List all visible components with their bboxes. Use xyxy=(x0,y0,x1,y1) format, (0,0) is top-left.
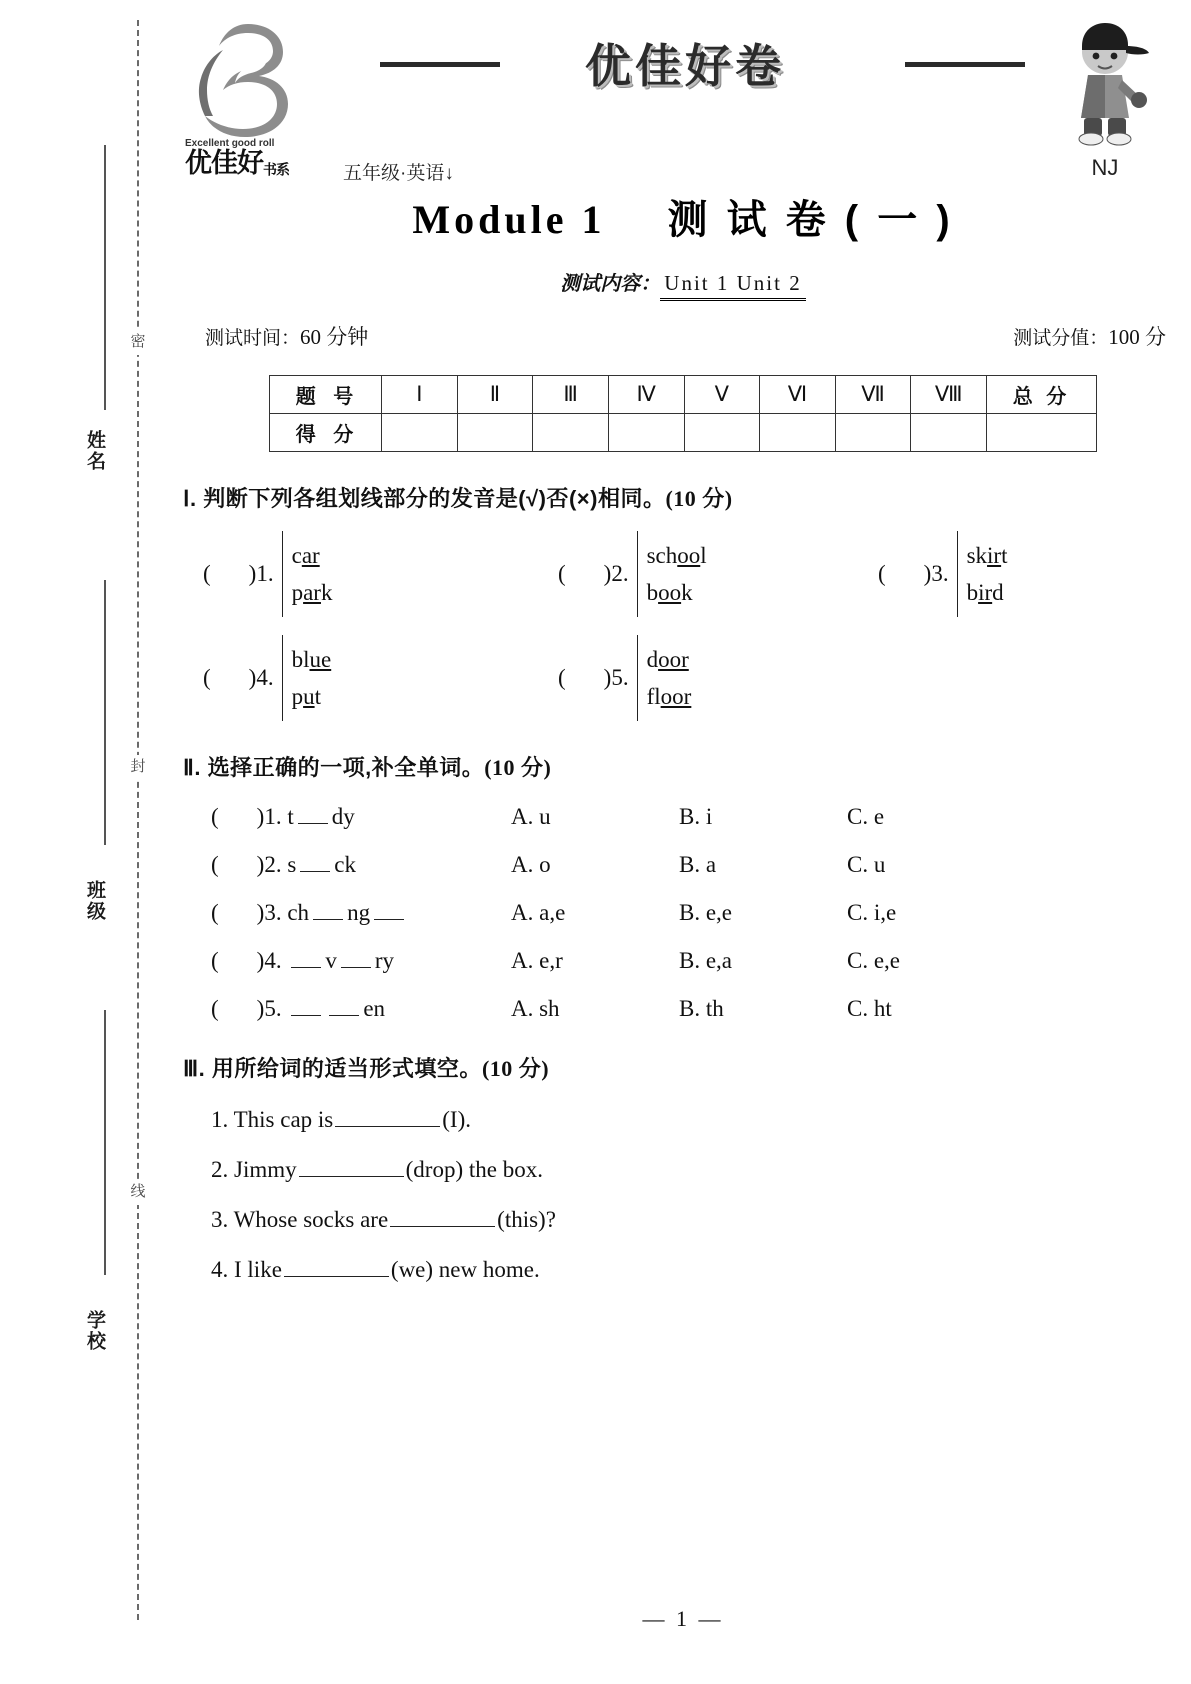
pronunciation-row-2 xyxy=(183,635,1191,721)
mc-item-4[interactable] xyxy=(183,948,1191,974)
brand-chinese: 优佳好书系 xyxy=(185,148,289,178)
section-3 xyxy=(175,1052,1191,1283)
mc-item-3-option-a[interactable]: A. a,e xyxy=(511,900,566,925)
pron-item-5[interactable] xyxy=(558,635,691,721)
pron-word-3a: skirt xyxy=(966,543,1008,568)
section-1-instruction: 判断下列各组划线部分的发音是(√)否(×)相同。 xyxy=(203,486,666,511)
brand-english: Excellent good roll xyxy=(185,138,275,149)
pron-word-1b: park xyxy=(291,580,333,605)
score-cell-2[interactable] xyxy=(457,414,533,452)
seal-rule-1 xyxy=(104,145,106,410)
section-1-points: (10 分) xyxy=(665,486,733,511)
mc-item-4-option-b[interactable]: B. e,a xyxy=(679,948,733,973)
score-table-row-head-2: 得 分 xyxy=(270,414,382,452)
pron-item-2[interactable] xyxy=(558,531,878,617)
mc-item-3-stem: ( )3. ch ng xyxy=(211,900,511,926)
pron-word-2b: book xyxy=(646,580,693,605)
pron-item-4-number: 4. xyxy=(256,665,274,690)
mc-item-5-option-a[interactable]: A. sh xyxy=(511,996,560,1021)
pron-item-3-brace xyxy=(957,531,1008,617)
mc-item-1[interactable] xyxy=(183,804,1191,830)
pron-item-4-brace xyxy=(282,635,332,721)
score-table-row-head-1: 题 号 xyxy=(270,376,382,414)
score-cell-1[interactable] xyxy=(382,414,458,452)
score-col-2: Ⅱ xyxy=(457,376,533,414)
fill-item-3: 3. Whose socks are (this)? xyxy=(211,1207,556,1232)
mc-blank-2a[interactable] xyxy=(300,871,330,872)
pron-word-5a: door xyxy=(646,647,689,672)
test-content-value: Unit 1 Unit 2 xyxy=(660,271,805,301)
seal-field-school: 学校 xyxy=(84,1310,105,1352)
fill-item-4: 4. I like (we) new home. xyxy=(211,1257,540,1282)
mc-item-5-option-b[interactable]: B. th xyxy=(679,996,724,1021)
score-cell-5[interactable] xyxy=(684,414,760,452)
mc-blank-1a[interactable] xyxy=(298,823,328,824)
mc-item-2-stem: ( )2. s ck xyxy=(211,852,357,877)
score-cell-total[interactable] xyxy=(987,414,1097,452)
pron-word-4b: put xyxy=(291,684,321,709)
pron-word-5b: floor xyxy=(646,684,692,709)
seal-field-class: 班级 xyxy=(84,880,105,922)
section-2-points: (10 分) xyxy=(484,755,552,780)
test-time: 测试时间：60 分钟 xyxy=(205,325,369,349)
fill-blank-3[interactable] xyxy=(390,1226,495,1227)
pron-item-1-brace xyxy=(282,531,333,617)
mc-blank-4a[interactable] xyxy=(291,967,321,968)
pron-item-5-brace xyxy=(637,635,692,721)
seal-field-name: 姓名 xyxy=(84,430,105,472)
score-table xyxy=(269,375,1097,452)
score-cell-7[interactable] xyxy=(835,414,911,452)
test-content-label: 测试内容： xyxy=(560,273,661,295)
section-1 xyxy=(175,482,1191,721)
section-2 xyxy=(175,751,1191,1022)
mc-item-4-option-c[interactable]: C. e,e xyxy=(847,948,901,973)
score-col-7: Ⅶ xyxy=(835,376,911,414)
fill-item-2: 2. Jimmy (drop) the box. xyxy=(211,1157,543,1182)
pron-item-3[interactable] xyxy=(878,531,1008,617)
mc-blank-3b[interactable] xyxy=(374,919,404,920)
seal-char-mi: 密 xyxy=(122,330,154,355)
pron-item-1[interactable] xyxy=(203,531,558,617)
mascot-icon xyxy=(1055,18,1155,148)
section-3-points: (10 分) xyxy=(481,1056,550,1081)
mc-item-5-stem: ( )5. en xyxy=(211,996,386,1021)
mc-item-1-stem: ( )1. t dy xyxy=(211,804,355,829)
score-cell-3[interactable] xyxy=(533,414,609,452)
mc-item-4-option-a[interactable]: A. e,r xyxy=(511,948,563,973)
score-col-total: 总 分 xyxy=(987,376,1097,414)
score-col-5: Ⅴ xyxy=(684,376,760,414)
mc-item-1-option-c[interactable]: C. e xyxy=(847,804,885,829)
page-footer: — 1 — xyxy=(642,1606,724,1631)
seal-dashed-line xyxy=(137,20,139,1620)
score-col-3: Ⅲ xyxy=(533,376,609,414)
mc-blank-3a[interactable] xyxy=(313,919,343,920)
pron-item-5-number: 5. xyxy=(611,665,629,690)
section-1-heading: Ⅰ. 判断下列各组划线部分的发音是(√)否(×)相同。(10 分) xyxy=(183,486,733,511)
grade-subject-label: 五年级·英语↓ xyxy=(343,163,454,184)
exam-page xyxy=(175,0,1191,1684)
page-header xyxy=(175,0,1191,184)
mc-item-5-option-c[interactable]: C. ht xyxy=(847,996,892,1021)
title-chinese: 测 试 卷 ( 一 ) xyxy=(667,198,954,242)
table-row-question-numbers xyxy=(270,376,1097,414)
fill-item-1: 1. This cap is (I). xyxy=(211,1107,471,1132)
pron-word-1a: car xyxy=(291,543,320,568)
mc-blank-4b[interactable] xyxy=(341,967,371,968)
pron-item-2-brace xyxy=(637,531,707,617)
section-1-roman: Ⅰ xyxy=(183,486,190,511)
pron-item-2-number: 2. xyxy=(611,561,629,586)
score-col-4: Ⅳ xyxy=(608,376,684,414)
section-2-instruction: 选择正确的一项,补全单词。 xyxy=(207,755,485,780)
title-module: Module 1 xyxy=(412,197,606,242)
mc-item-5[interactable] xyxy=(183,996,1191,1022)
answer-bracket-2[interactable]: ( ) xyxy=(558,561,612,586)
pron-word-2a: school xyxy=(646,543,707,568)
section-2-roman: Ⅱ xyxy=(183,755,195,780)
mc-item-2-option-c[interactable]: C. u xyxy=(847,852,886,877)
score-cell-6[interactable] xyxy=(760,414,836,452)
pronunciation-row-1 xyxy=(183,531,1191,617)
mc-item-2[interactable] xyxy=(183,852,1191,878)
publisher-logo-icon xyxy=(193,20,303,140)
page-title xyxy=(175,188,1191,245)
mc-blank-5a[interactable] xyxy=(291,1015,321,1016)
masthead-rule-right xyxy=(905,62,1025,67)
pron-item-3-number: 3. xyxy=(931,561,949,586)
answer-bracket-3[interactable]: ( ) xyxy=(878,561,932,586)
fill-blank-4[interactable] xyxy=(284,1276,389,1277)
score-col-8: Ⅷ xyxy=(911,376,987,414)
seal-margin xyxy=(0,0,175,1684)
answer-bracket-1[interactable]: ( ) xyxy=(203,561,257,586)
test-score: 测试分值：100 分 xyxy=(1013,325,1166,349)
score-cell-4[interactable] xyxy=(608,414,684,452)
table-row-scores xyxy=(270,414,1097,452)
mc-item-3[interactable] xyxy=(183,900,1191,926)
mc-item-2-option-a[interactable]: A. o xyxy=(511,852,551,877)
seal-rule-2 xyxy=(104,580,106,845)
score-col-1: Ⅰ xyxy=(382,376,458,414)
score-cell-8[interactable] xyxy=(911,414,987,452)
seal-char-xian: 线 xyxy=(122,1180,154,1205)
pron-word-3b: bird xyxy=(966,580,1004,605)
answer-bracket-5[interactable]: ( ) xyxy=(558,665,612,690)
edition-code: NJ xyxy=(1091,155,1119,180)
pron-item-4[interactable] xyxy=(203,635,558,721)
masthead-title: 优佳好卷 xyxy=(585,40,785,92)
pron-word-4a: blue xyxy=(291,647,332,672)
test-content-line xyxy=(175,267,1191,301)
mc-item-3-option-b[interactable]: B. e,e xyxy=(679,900,733,925)
mc-item-1-option-b[interactable]: B. i xyxy=(679,804,713,829)
section-3-roman: Ⅲ xyxy=(183,1056,199,1081)
section-3-instruction: 用所给词的适当形式填空。 xyxy=(211,1056,482,1081)
brand-block xyxy=(185,138,345,177)
test-meta-row xyxy=(175,321,1191,351)
fill-blank-2[interactable] xyxy=(299,1176,404,1177)
fill-blank-1[interactable] xyxy=(335,1126,440,1127)
mc-item-1-option-a[interactable]: A. u xyxy=(511,804,551,829)
section-2-heading: Ⅱ. 选择正确的一项,补全单词。(10 分) xyxy=(183,755,552,780)
seal-rule-3 xyxy=(104,1010,106,1275)
mc-item-2-option-b[interactable]: B. a xyxy=(679,852,717,877)
answer-bracket-4[interactable]: ( ) xyxy=(203,665,257,690)
mc-item-3-option-c[interactable]: C. i,e xyxy=(847,900,897,925)
seal-char-feng: 封 xyxy=(122,755,154,780)
masthead xyxy=(475,30,895,96)
pron-item-1-number: 1. xyxy=(256,561,274,586)
mc-blank-5b[interactable] xyxy=(329,1015,359,1016)
score-col-6: Ⅵ xyxy=(760,376,836,414)
section-3-heading: Ⅲ. 用所给词的适当形式填空。(10 分) xyxy=(183,1056,550,1081)
mc-item-4-stem: ( )4. v ry xyxy=(211,948,395,973)
